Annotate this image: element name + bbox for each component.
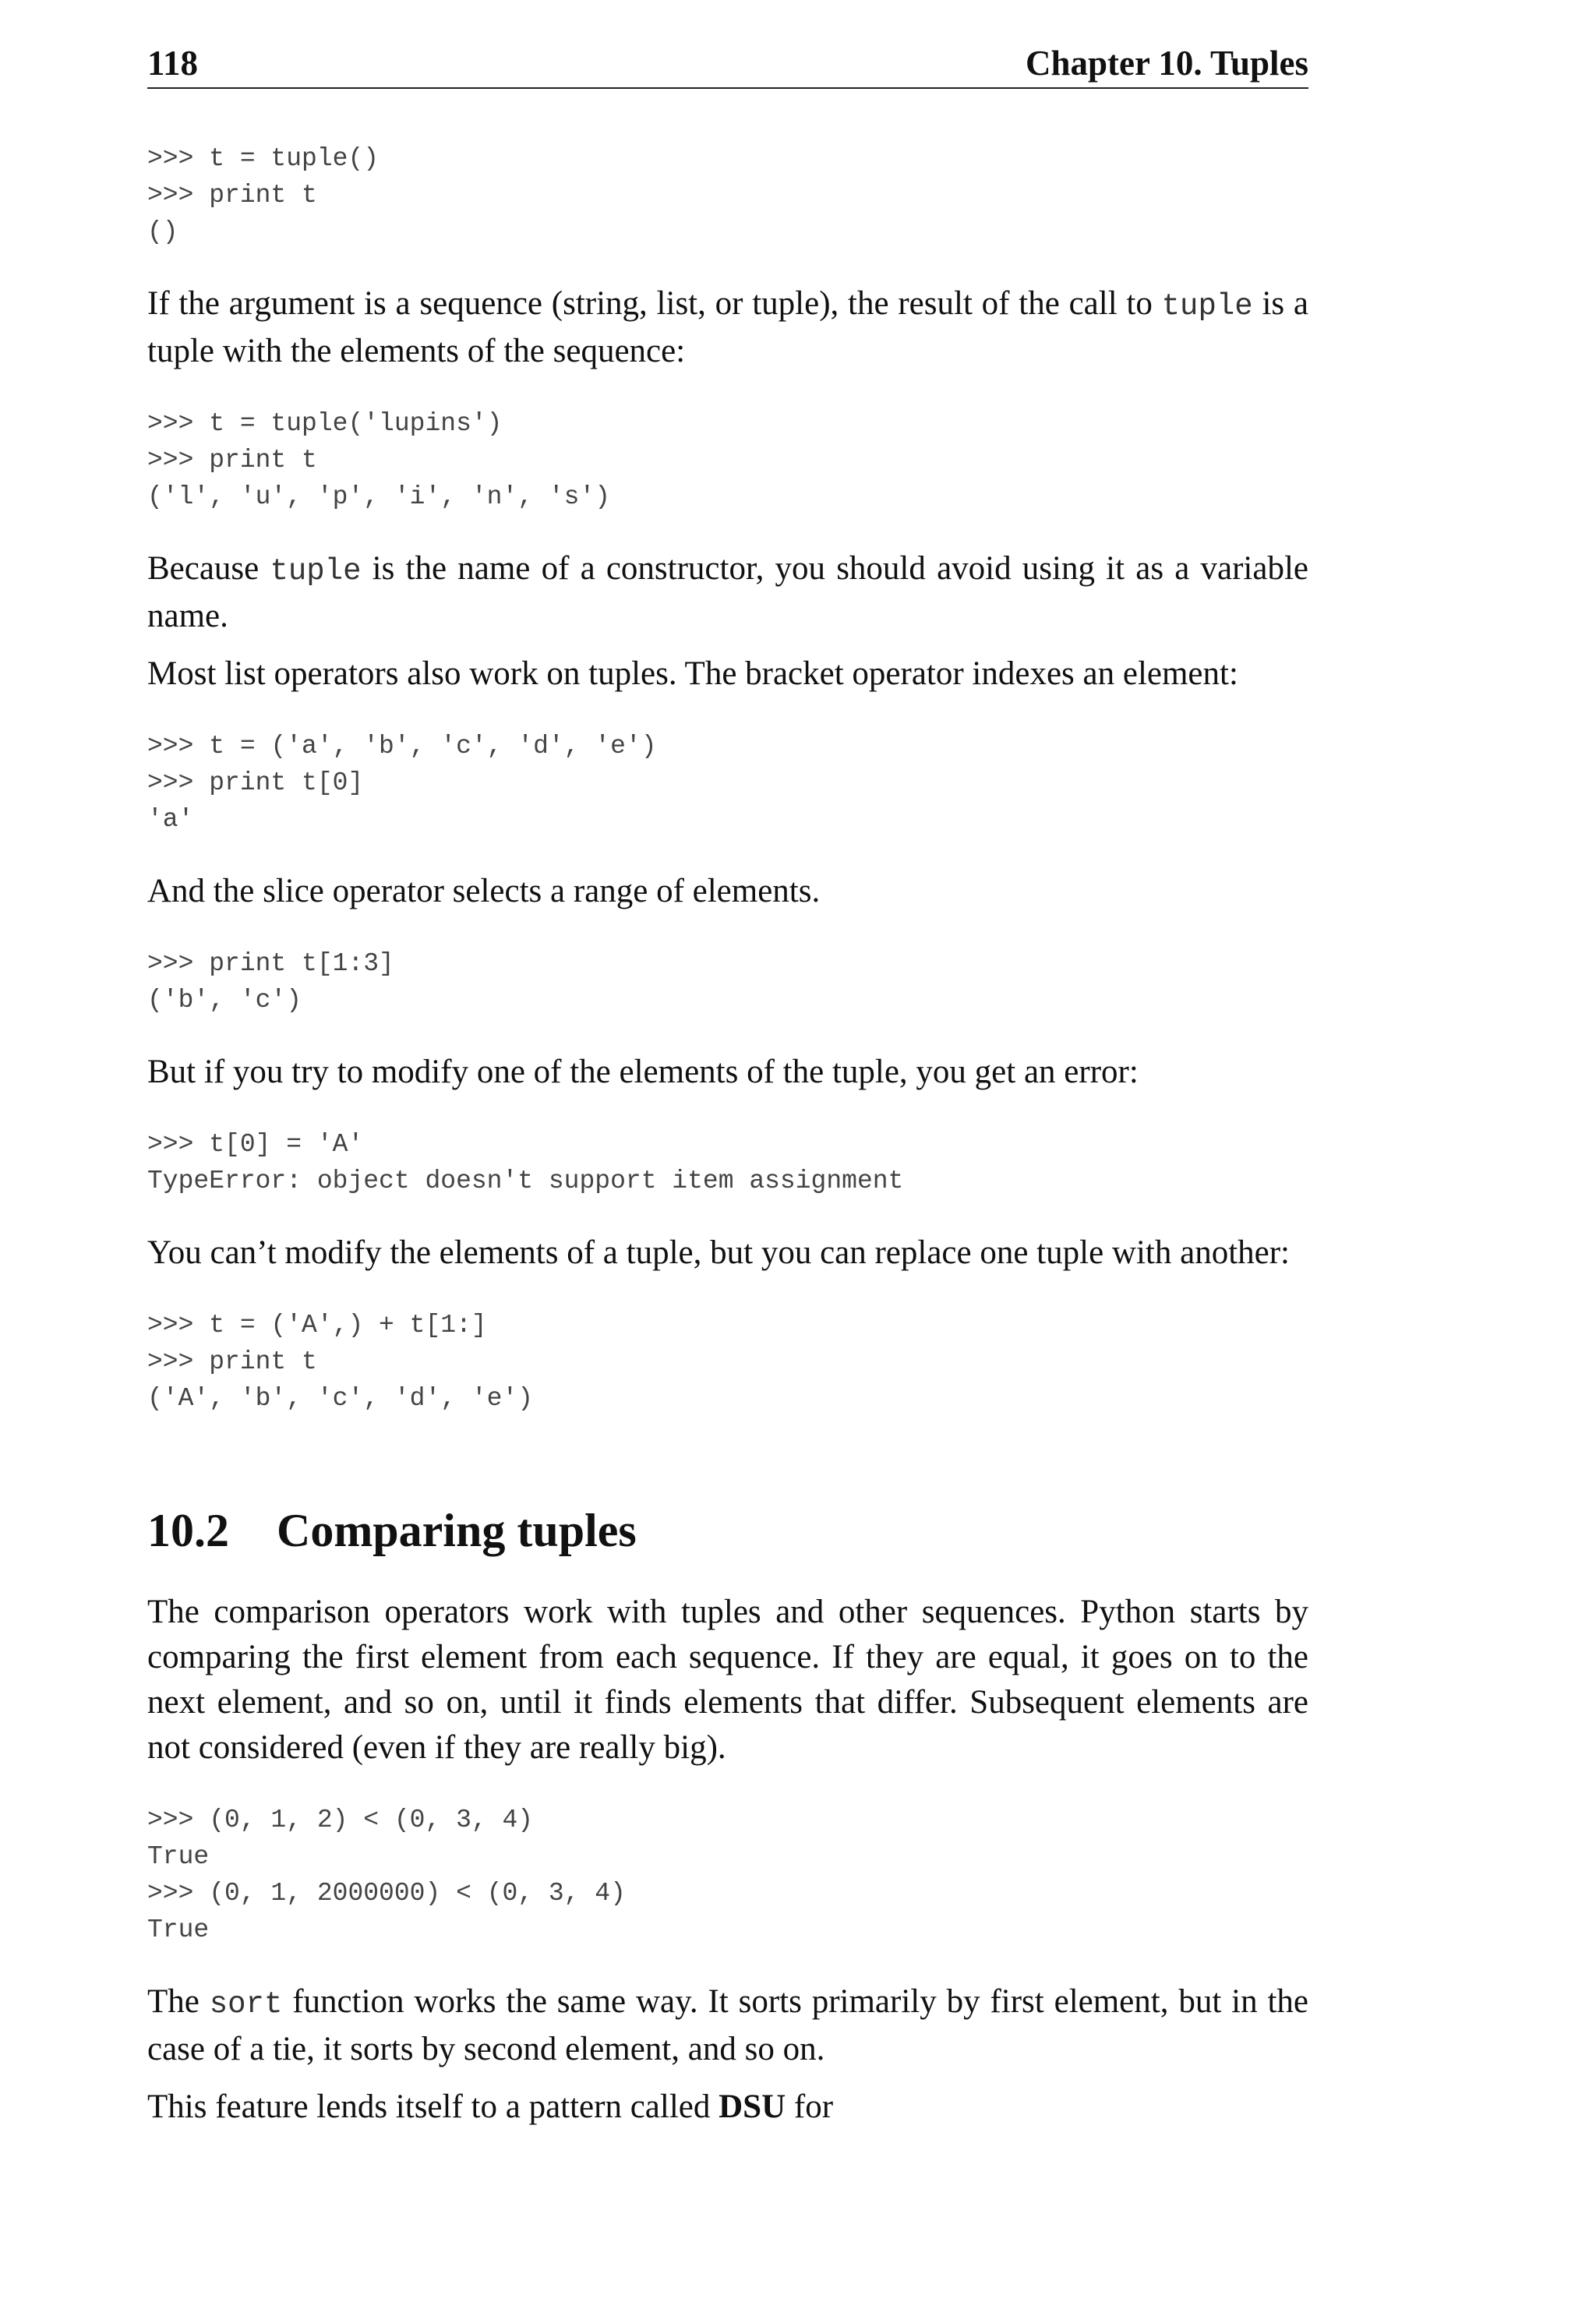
code-block-slice: >>> print t[1:3] ('b', 'c') xyxy=(147,949,394,1015)
paragraph-tuple-argument xyxy=(147,281,1308,374)
page-content xyxy=(147,140,1308,2130)
text-span: is a tuple with the elements of the sequence: xyxy=(147,285,1308,369)
paragraph-constructor-warning xyxy=(147,546,1308,639)
section-heading xyxy=(147,1502,1308,1559)
page-number: 118 xyxy=(147,44,199,83)
text-span: The xyxy=(147,1983,210,2020)
paragraph-sort-function xyxy=(147,1979,1308,2072)
paragraph-slice-operator: And the slice operator selects a range of elements. xyxy=(147,873,821,909)
inline-code-sort: sort xyxy=(209,1987,283,2021)
code-block-tuple-lupins: >>> t = tuple('lupins') >>> print t ('l', 'u', 'p', 'i', 'n', 's') xyxy=(147,409,611,511)
code-block-type-error: >>> t[0] = 'A' TypeError: object doesn't support item assignment xyxy=(147,1130,904,1195)
bold-term-dsu: DSU xyxy=(719,2088,786,2125)
text-span: This feature lends itself to a pattern called xyxy=(147,2088,719,2125)
code-block-replace-tuple: >>> t = ('A',) + t[1:] >>> print t ('A', 'b', 'c', 'd', 'e') xyxy=(147,1311,534,1413)
paragraph-comparison-operators: The comparison operators work with tuples and other sequences. Python starts by comparing the first element from each sequence. If they are equal, it goes on to the next element, and so on, until it finds elements that differ. Subsequent elements are not considered (even if they are really big). xyxy=(147,1594,1308,1766)
paragraph-replace-tuple: You can’t modify the elements of a tuple, but you can replace one tuple with another: xyxy=(147,1234,1290,1271)
text-span: Because xyxy=(147,550,270,587)
text-span: If the argument is a sequence (string, list, or tuple), the result of the call to xyxy=(147,285,1162,322)
paragraph-modify-error: But if you try to modify one of the elements of the tuple, you get an error: xyxy=(147,1054,1139,1090)
paragraph-list-operators: Most list operators also work on tuples. The bracket operator indexes an element: xyxy=(147,655,1238,692)
text-span: function works the same way. It sorts primarily by first element, but in the case of a tie, it sorts by second element, and so on. xyxy=(147,1983,1309,2067)
text-span: is the name of a constructor, you should avoid using it as a variable name. xyxy=(147,550,1308,634)
section-number: 10.2 xyxy=(147,1505,229,1556)
text-span: for xyxy=(786,2088,834,2125)
code-block-comparisons: >>> (0, 1, 2) < (0, 3, 4) True >>> (0, 1, 2000000) < (0, 3, 4) True xyxy=(147,1806,626,1944)
code-block-bracket-operator: >>> t = ('a', 'b', 'c', 'd', 'e') >>> print t[0] 'a' xyxy=(147,732,657,834)
inline-code-tuple: tuple xyxy=(270,554,362,588)
chapter-title: Chapter 10. Tuples xyxy=(1025,44,1308,83)
paragraph-dsu-pattern xyxy=(147,2085,1308,2130)
running-header xyxy=(147,39,1308,89)
section-title: Comparing tuples xyxy=(277,1505,637,1556)
inline-code-tuple: tuple xyxy=(1161,289,1253,323)
code-block-empty-tuple: >>> t = tuple() >>> print t () xyxy=(147,144,380,246)
